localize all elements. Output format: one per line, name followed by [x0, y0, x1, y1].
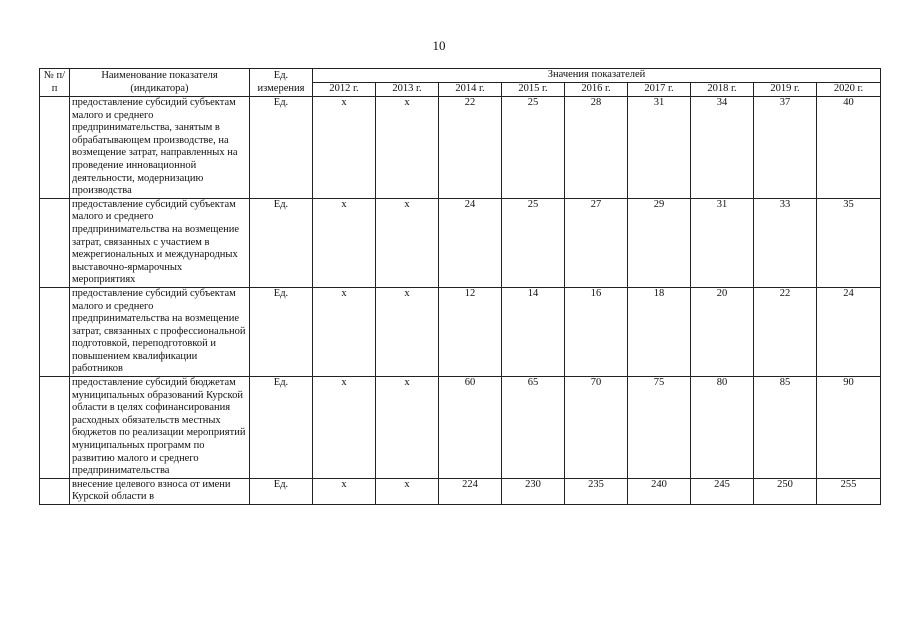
- header-name: Наименование показателя (индикатора): [70, 69, 250, 97]
- row-name: предоставление субсидий бюджетам муниципальных образований Курской области в целях софинансирования расходных обязательств местных бюджетов по реализации мероприятий муниципальных программ по развитию малого и среднего предпринимательства: [70, 377, 250, 479]
- row-value: 65: [502, 377, 565, 479]
- header-year: 2018 г.: [691, 83, 754, 97]
- row-value: х: [313, 287, 376, 376]
- row-value: 28: [565, 97, 628, 199]
- header-year: 2017 г.: [628, 83, 691, 97]
- header-year: 2015 г.: [502, 83, 565, 97]
- table-row: [40, 97, 881, 199]
- row-value: 24: [439, 198, 502, 287]
- row-value: 37: [754, 97, 817, 199]
- table-header: [40, 69, 881, 97]
- row-value: 250: [754, 478, 817, 504]
- header-year: 2013 г.: [376, 83, 439, 97]
- row-value: 75: [628, 377, 691, 479]
- row-num: [40, 97, 70, 199]
- page-number: 10: [432, 38, 446, 53]
- table-body: [40, 97, 881, 505]
- row-value: 12: [439, 287, 502, 376]
- row-value: 35: [817, 198, 881, 287]
- header-values-group: Значения показателей: [313, 69, 881, 83]
- row-name: внесение целевого взноса от имени Курской области в: [70, 478, 250, 504]
- row-value: 25: [502, 198, 565, 287]
- header-num: № п/п: [40, 69, 70, 97]
- row-value: 31: [628, 97, 691, 199]
- row-value: 60: [439, 377, 502, 479]
- row-value: 24: [817, 287, 881, 376]
- row-value: 16: [565, 287, 628, 376]
- row-value: 245: [691, 478, 754, 504]
- row-value: 255: [817, 478, 881, 504]
- header-year: 2016 г.: [565, 83, 628, 97]
- row-value: 230: [502, 478, 565, 504]
- row-value: 80: [691, 377, 754, 479]
- row-value: 22: [439, 97, 502, 199]
- row-value: 235: [565, 478, 628, 504]
- row-name: предоставление субсидий субъектам малого и среднего предпринимательства на возмещение затрат, связанных с профессиональной подготовкой, переподготовкой и повышением квалификации работников: [70, 287, 250, 376]
- row-value: 31: [691, 198, 754, 287]
- row-value: х: [376, 198, 439, 287]
- indicators-table: [39, 68, 881, 505]
- row-value: х: [313, 478, 376, 504]
- row-value: х: [313, 97, 376, 199]
- row-value: 29: [628, 198, 691, 287]
- row-unit: Ед.: [250, 377, 313, 479]
- row-value: 85: [754, 377, 817, 479]
- row-num: [40, 287, 70, 376]
- row-value: 240: [628, 478, 691, 504]
- table-row: [40, 377, 881, 479]
- header-year: 2012 г.: [313, 83, 376, 97]
- header-year: 2019 г.: [754, 83, 817, 97]
- table-row: [40, 287, 881, 376]
- table-row: [40, 198, 881, 287]
- row-value: 18: [628, 287, 691, 376]
- row-value: 22: [754, 287, 817, 376]
- table-row: [40, 478, 881, 504]
- row-value: 224: [439, 478, 502, 504]
- header-year: 2014 г.: [439, 83, 502, 97]
- row-num: [40, 198, 70, 287]
- row-value: 33: [754, 198, 817, 287]
- row-value: х: [313, 198, 376, 287]
- row-value: х: [313, 377, 376, 479]
- row-value: 90: [817, 377, 881, 479]
- row-unit: Ед.: [250, 97, 313, 199]
- row-name: предоставление субсидий субъектам малого и среднего предпринимательства, занятым в обрабатывающем производстве, на возмещение затрат, направленных на проведение инновационной деятельности, модернизацию производства: [70, 97, 250, 199]
- header-year: 2020 г.: [817, 83, 881, 97]
- row-unit: Ед.: [250, 198, 313, 287]
- row-value: х: [376, 377, 439, 479]
- row-value: 25: [502, 97, 565, 199]
- row-value: 34: [691, 97, 754, 199]
- row-value: 20: [691, 287, 754, 376]
- row-value: х: [376, 478, 439, 504]
- row-name: предоставление субсидий субъектам малого и среднего предпринимательства на возмещение затрат, связанных с участием в межрегиональных и международных выставочно-ярмарочных мероприятиях: [70, 198, 250, 287]
- row-value: 14: [502, 287, 565, 376]
- row-value: 27: [565, 198, 628, 287]
- row-value: х: [376, 287, 439, 376]
- row-value: 70: [565, 377, 628, 479]
- row-value: х: [376, 97, 439, 199]
- row-num: [40, 478, 70, 504]
- row-num: [40, 377, 70, 479]
- row-unit: Ед.: [250, 478, 313, 504]
- row-unit: Ед.: [250, 287, 313, 376]
- header-unit: Ед. измерения: [250, 69, 313, 97]
- row-value: 40: [817, 97, 881, 199]
